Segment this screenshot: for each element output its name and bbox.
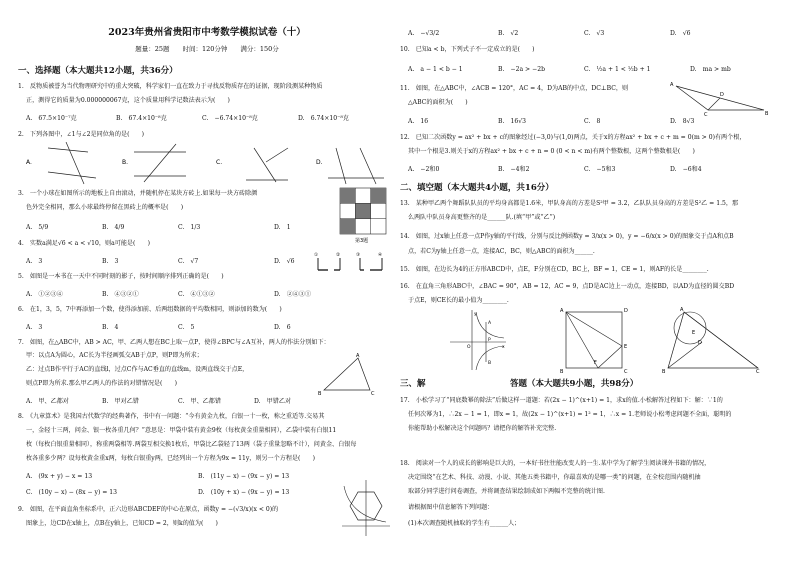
q16-point-d: D (698, 340, 702, 346)
q5-option-d: D. ②④③① (274, 291, 312, 298)
q3-text-1: 3. 一个小球在如图所示的地板上自由滚动，并随机停在某块方砖上.如果每一块方砖除颜 (18, 190, 258, 197)
q3-option-c: C. 1/3 (178, 224, 201, 231)
q14-origin: O (467, 345, 471, 350)
q3-caption: 第3题 (355, 238, 369, 244)
q2-text: 2. 下列各图中，∠1与∠2是同位角的是( ) (18, 131, 145, 138)
q2-label-d: D. (316, 159, 323, 166)
q16-point-b: B (662, 369, 666, 374)
q11-text-2: △ABC的面积为( ) (408, 99, 468, 106)
q5-shadow-label-3: ③ (356, 253, 361, 258)
q2-label-b: B. (122, 159, 129, 166)
q5-shadow-label-4: ④ (378, 253, 383, 258)
q8-text-3: 枚（每枚白银重量相同），称重两袋相等.两袋互相交换1枚后，甲袋比乙袋轻了13两（袋子重量忽略不计），问黄金、白银每 (26, 441, 357, 448)
q16-point-c: C (756, 369, 760, 374)
q12-option-b: B. −4和2 (498, 166, 530, 173)
section-answer-heading-part1: 三、解 (400, 379, 426, 389)
q2-label-a: A. (26, 159, 32, 166)
q9-option-b: B. √2 (498, 30, 519, 37)
q4-option-a: A. 3 (26, 258, 43, 265)
q18-ask: 请根据图中信息解答下列问题： (408, 504, 494, 511)
q17-text-1: 17. 小松学习了“同底数幂的除法”后做这样一道题：若(2x − 1)^(x+1) = 1，求x的值.小松解答过程如下：解：∵1的 (400, 397, 723, 404)
q1-option-c: C. −6.74×10⁻⁸克 (202, 115, 258, 122)
q11-option-a: A. 16 (408, 118, 429, 125)
section-answer-heading-part2: 答题（本大题共9小题，共98分） (510, 379, 639, 389)
q15-text: 15. 如图，在边长为4的正方形ABCD中，点E，F分别在CD，BC上，BF = 1，CE = 1，则AF的长是________. (400, 266, 709, 273)
q13-text-2: 么两队中队员身高更整齐的是______队.(填“甲”或“乙”) (408, 214, 556, 221)
q9-option-c: C. √3 (584, 30, 605, 37)
q9-hexagon-figure (340, 476, 392, 538)
q10-text: 10. 已知a < b，下列式子不一定成立的是( ) (400, 46, 535, 53)
q12-option-c: C. −5和3 (584, 166, 616, 173)
q7-text-1: 7. 如图，在△ABC中，AB > AC，甲、乙两人想在BC上取一点P，使得∠BPC与∠A互补，两人的作法分别如下： (18, 339, 330, 346)
q11-option-b: B. 16√3 (498, 118, 527, 125)
q8-option-a: A. (9x + y) − x = 13 (26, 473, 93, 480)
q5-shadow-label-2: ② (336, 253, 341, 258)
q4-text: 4. 实数a满足√6 < a < √10，则a可能是( ) (18, 240, 150, 247)
q15-point-e: E (624, 344, 628, 350)
q17-text-2: 任何次幂为1，∴2x − 1 = 1，即x = 1，故(2x − 1)^(x+1) = 1² = 1，∴x = 1.老师说小松考虑问题不全面，聪明的 (408, 411, 732, 418)
q9-option-a: A. −√3/2 (408, 30, 440, 37)
q11-option-d: D. 8√3 (670, 118, 695, 125)
q11-point-c: C (704, 112, 708, 116)
exam-title: 2023年贵州省贵阳市中考数学模拟试卷（十） (108, 27, 306, 38)
q7-point-c: C (371, 391, 375, 396)
q8-option-d: D. (10y + x) − (9x − y) = 13 (198, 489, 290, 496)
q7-text-3: 乙：过点B作平行于AC的直线l，过点C作与AC垂直的直线m，设两直线交于点E， (26, 366, 249, 373)
q12-option-d: D. −6和4 (670, 166, 702, 173)
q14-hyperbola-figure (448, 308, 508, 372)
q14-text-1: 14. 如图，过x轴上任意一点P作y轴的平行线，分别与反比例函数y = 3/x(x > 0)，y = −6/x(x > 0)的图象交于点A和点B (400, 233, 734, 240)
q7-option-c: C. 甲、乙都错 (178, 398, 221, 405)
q4-option-b: B. 3 (102, 258, 119, 265)
q3-floor-grid (336, 186, 390, 244)
q18-text-2: 决定围绕“在艺术、科技、动漫、小说、其他五类书籍中，你最喜欢的是哪一类”的问题，在全校范围内随机抽 (408, 474, 701, 481)
q7-text-2: 甲：以点A为圆心，AC长为半径画弧交AB于点P，则P即为所求； (26, 352, 203, 359)
q5-shadow-figures (312, 250, 396, 274)
q15-point-c: C (624, 369, 628, 374)
q10-option-c: C. ½a + 1 < ½b + 1 (584, 66, 651, 73)
q16-text-2: 于点E，则CE长的最小值为________. (408, 297, 509, 304)
q16-text-1: 16. 在直角三角形ABC中，∠BAC = 90°，AB = 12，AC = 9，点D是AC边上一动点，连接BD，以AD为直径的圆交BD (400, 283, 735, 290)
q10-option-d: D. ma > mb (690, 66, 731, 73)
q3-option-b: B. 4/9 (102, 224, 125, 231)
q11-option-c: C. 8 (584, 118, 601, 125)
q14-text-2: 点，若C为y轴上任意一点，连接AC，BC，则△ABC的面积为______. (408, 248, 595, 255)
q4-option-d: D. √6 (274, 258, 295, 265)
q17-text-3: 你能帮助小松解决这个问题吗？请把你的解答补充完整. (408, 425, 557, 432)
q3-option-d: D. 1 (274, 224, 291, 231)
q11-point-a: A (670, 82, 674, 88)
section-fill-heading: 二、填空题（本大题共4小题，共16分） (400, 183, 554, 193)
q10-option-a: A. a − 1 < b − 1 (408, 66, 463, 73)
q6-option-a: A. 3 (26, 324, 43, 331)
q4-option-c: C. √7 (178, 258, 199, 265)
q5-option-c: C. ④①③② (178, 291, 215, 298)
q5-shadow-label-1: ① (314, 253, 319, 258)
q7-text-4: 则点P即为所求.那么甲乙两人的作法的对错情况是( ) (26, 380, 177, 387)
q11-text-1: 11. 如图，在△ABC中，∠ACB = 120°，AC = 4，D为AB的中点，DC⊥BC，则 (400, 85, 629, 92)
section-choice-heading: 一、选择题（本大题共12小题，共36分） (18, 66, 178, 76)
q3-option-a: A. 5/9 (26, 224, 49, 231)
q18-text-3: 取部分同学进行问卷调查，并将调查结果绘制成如下两幅不完整的统计图. (408, 488, 605, 495)
q8-option-b: B. (11y − x) − (9x − y) = 13 (198, 473, 290, 480)
q13-text-1: 13. 某种甲乙两个舞蹈队队员的平均身高都是1.6米，甲队身高的方差是S²甲 = 3.2，乙队队员身高的方差是S²乙 = 1.5，那 (400, 200, 739, 207)
q5-text: 5. 如图是一本书在一天中不同时刻的影子，按时间顺序排列正确的是( ) (18, 273, 224, 280)
q1-text-2: 正，测得它的质量为0.000000067克，这个质量用科学记数法表示为( ) (26, 97, 230, 104)
q14-axis-x: x (502, 345, 505, 350)
q18-text-1: 18. 阅读对一个人的成长的影响是巨大的，一本好书往往能改变人的一生.某中学为了解学生阅读课外书籍的情况， (400, 460, 711, 467)
q15-point-d: D (624, 308, 628, 314)
q12-text-2: 其中一个根是3.则关于x的方程ax² + bx + c + n = 0 (0 < n < m)有两个整数根，这两个整数根是( ) (408, 148, 695, 155)
q8-text-1: 8. 《九章算术》是我国古代数学的经典著作，书中有一问题：“今有黄金九枚，白银一十一枚，称之重适等.交易其 (18, 413, 325, 420)
q15-square-figure (558, 306, 630, 374)
q7-point-a: A (356, 353, 360, 359)
q1-option-a: A. 67.5×10⁻⁷克 (26, 115, 77, 122)
q11-triangle-figure (668, 80, 772, 116)
q1-text-1: 1. 反物质被誉为当代物理研究中的重大突破，科学家们一直在致力于寻找反物质存在的证据，现阶段测某种物质 (18, 83, 323, 90)
q10-option-b: B. −2a > −2b (498, 66, 545, 73)
q1-option-d: D. 6.74×10⁻⁸克 (298, 115, 349, 122)
q8-option-c: C. (10y − x) − (8x − y) = 13 (26, 489, 118, 496)
q12-option-a: A. −2和0 (408, 166, 440, 173)
q9-option-d: D. √6 (670, 30, 691, 37)
q6-option-b: B. 4 (102, 324, 119, 331)
q16-circle-figure (662, 306, 762, 374)
left-column (18, 0, 396, 562)
q15-point-f: F (594, 360, 597, 366)
q5-option-a: A. ①②③④ (26, 291, 63, 298)
q3-text-2: 色外完全相同，那么小球最终停留在黑砖上的概率是( ) (26, 204, 184, 211)
q9-text-1: 9. 如图，在平面直角坐标系中，正六边形ABCDEF的中心在原点，函数y = −(√3/x)(x < 0)的 (18, 506, 279, 513)
q16-point-e: E (692, 330, 696, 336)
q14-point-p: P (488, 338, 491, 343)
q1-option-b: B. 67.4×10⁻⁸克 (116, 115, 167, 122)
q2-label-c: C. (216, 159, 223, 166)
q5-option-b: B. ④③②① (102, 291, 139, 298)
q11-point-b: B (765, 111, 769, 116)
q6-option-d: D. 6 (274, 324, 291, 331)
q7-option-d: D. 甲错乙对 (254, 398, 292, 405)
q11-point-d: D (720, 92, 724, 98)
q12-text-1: 12. 已知二次函数y = ax² + bx + c的图象经过(−3,0)与(1,0)两点，关于x的方程ax² + bx + c + m = 0(m > 0)有两个根， (400, 134, 746, 141)
q15-point-a: A (560, 308, 564, 314)
q16-point-a: A (680, 307, 684, 313)
q7-point-b: B (318, 391, 322, 396)
exam-meta: 题量：25题 时间：120分钟 满分：150分 (135, 45, 279, 53)
q7-option-b: B. 甲对乙错 (102, 398, 139, 405)
q15-point-b: B (560, 369, 564, 374)
q14-point-a: A (488, 321, 492, 326)
q9-text-2: 图象上，边CD在x轴上，点B在y轴上，已知CD = 2，则k的值为( ) (26, 520, 218, 527)
q7-triangle-figure (318, 352, 378, 396)
q8-text-4: 枚各重多少两？设每枚黄金重x两，每枚白银重y两，已经列出一个方程为9x = 11y，则另一个方程是( ) (26, 455, 315, 462)
q6-text: 6. 在1，3，5，7中再添加一个数，使得添加前、后两组数据的平均数相同，则添加的数为( ) (18, 306, 282, 313)
q8-text-2: 一，金轻十三两，问金、银一枚各重几何？”意思是：甲袋中装有黄金9枚（每枚黄金重量相同），乙袋中装有白银11 (26, 427, 337, 434)
q6-option-c: C. 5 (178, 324, 195, 331)
q18-part-1: (1)本次调查随机抽取的学生有______人； (408, 520, 521, 527)
q2-figures (26, 142, 396, 186)
right-column (400, 0, 778, 562)
q14-point-b: B (488, 361, 492, 366)
q14-axis-y: y (474, 312, 477, 317)
q7-option-a: A. 甲、乙都对 (26, 398, 69, 405)
